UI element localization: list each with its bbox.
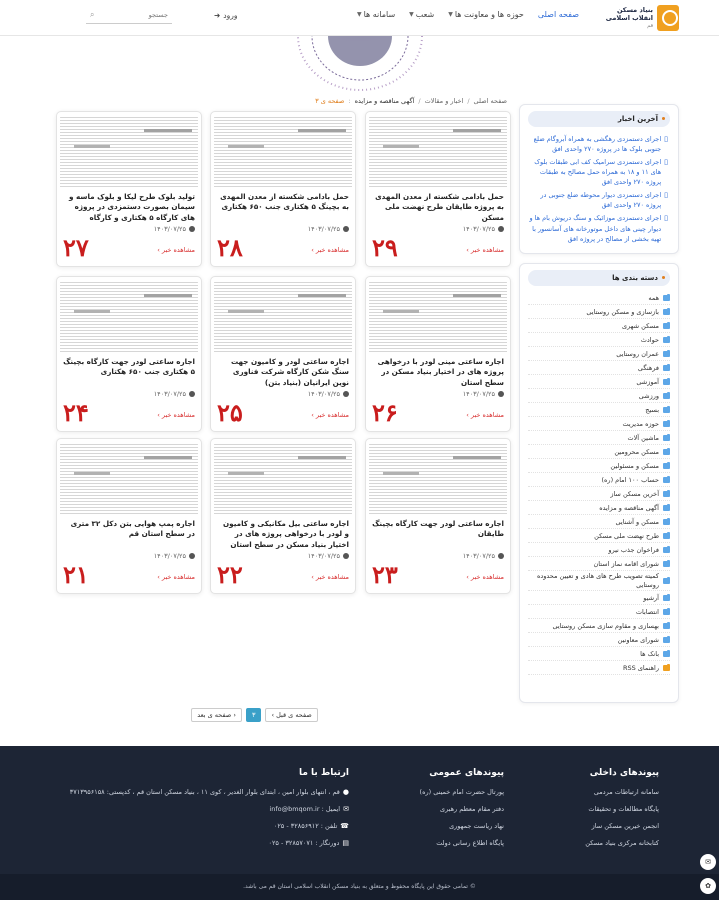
nav-systems[interactable]: سامانه ها ▼ xyxy=(356,10,396,19)
logo-emblem-icon xyxy=(657,5,679,31)
folder-icon xyxy=(663,393,670,399)
breadcrumb-home[interactable]: صفحه اصلی xyxy=(473,97,507,105)
news-date: ۱۴۰۳/۰۷/۲۵ xyxy=(366,550,510,562)
document-icon: ▯ xyxy=(664,191,668,200)
categories-box xyxy=(519,263,679,703)
folder-icon xyxy=(663,477,670,483)
footer-link[interactable]: انجمن خیرین مسکن ساز xyxy=(591,822,659,830)
logo-name: بنیاد مسکن xyxy=(616,6,653,15)
folder-icon xyxy=(663,651,670,657)
site-footer xyxy=(0,746,719,900)
footer-address: ● قم ، انتهای بلوار امین ، ابتدای بلوار الغدیر ، کوی ۱۱ ، بنیاد مسکن استان قم ، کدپستی: ۳۷۱۳۹۵۶۱۵۸ xyxy=(69,788,349,796)
folder-icon xyxy=(663,407,670,413)
clock-icon xyxy=(189,391,195,397)
logo-line2: انقلاب اسلامی xyxy=(605,14,653,22)
category-item[interactable]: مسکن شهری xyxy=(528,319,670,333)
news-number: ۲۷ xyxy=(63,233,89,262)
category-item[interactable]: آگهی مناقصه و مزایده xyxy=(528,501,670,515)
news-number: ۲۴ xyxy=(63,398,89,427)
news-number: ۲۳ xyxy=(372,560,398,589)
category-item[interactable]: انتصابات xyxy=(528,605,670,619)
folder-icon xyxy=(663,309,670,315)
folder-icon xyxy=(663,637,670,643)
news-number: ۲۲ xyxy=(217,560,243,589)
footer-link[interactable]: پایگاه اطلاع رسانی دولت xyxy=(436,839,504,847)
news-title[interactable]: تولید بلوک طرح لیکا و بلوک ماسه و سیمان بصورت دستمزدی در پروژه های کارگاه ۵ هکتاری و کارگاه xyxy=(69,192,195,222)
category-item[interactable]: طرح نهضت ملی مسکن xyxy=(528,529,670,543)
search-icon[interactable]: ⌕ xyxy=(90,10,95,19)
news-title[interactable]: اجاره پمپ هوایی بتن دکل ۳۲ متری در سطح استان قم xyxy=(70,519,195,539)
view-news-link[interactable]: مشاهده خبر › xyxy=(311,411,349,419)
news-number: ۲۶ xyxy=(372,398,398,427)
news-number: ۲۵ xyxy=(217,398,243,427)
footer-contact-title: ارتباط با ما xyxy=(298,768,349,778)
chevron-down-icon: ▼ xyxy=(448,11,453,18)
folder-icon xyxy=(663,337,670,343)
category-item[interactable]: آخرین مسکن ساز xyxy=(528,487,670,501)
nav-departments[interactable]: حوزه ها و معاونت ها ▼ xyxy=(448,10,524,19)
folder-icon xyxy=(663,379,670,385)
footer-link[interactable]: سامانه ارتباطات مردمی xyxy=(593,788,659,796)
news-card[interactable] xyxy=(56,111,202,267)
footer-internal-title: پیوندهای داخلی xyxy=(589,768,659,778)
news-date: ۱۴۰۳/۰۷/۲۵ xyxy=(211,550,355,562)
clock-icon xyxy=(189,226,195,232)
footer-internal-links xyxy=(509,768,659,856)
folder-icon xyxy=(663,351,670,357)
clock-icon xyxy=(343,553,349,559)
category-item[interactable]: کمیته تصویب طرح های هادی و تعیین محدوده روستایی xyxy=(528,571,670,591)
category-item[interactable]: حوزه مدیریت xyxy=(528,417,670,431)
phone-icon: ☎ xyxy=(340,822,349,830)
latest-news-item[interactable]: ▯ اجرای دستمزدی دیوار محوطه ضلع جنوبی در پروژه ۲۷۰ واحدی افق xyxy=(540,191,668,210)
rss-icon xyxy=(663,665,670,671)
copyright-bar: © تمامی حقوق این پایگاه محفوظ و متعلق به بنیاد مسکن انقلاب اسلامی استان قم می باشد. xyxy=(0,874,719,900)
logo-sub: قم xyxy=(647,22,653,29)
news-card[interactable] xyxy=(210,438,356,594)
folder-icon xyxy=(663,595,670,601)
news-thumbnail[interactable] xyxy=(60,442,198,516)
clock-icon xyxy=(189,553,195,559)
folder-icon xyxy=(663,623,670,629)
footer-link[interactable]: کتابخانه مرکزی بنیاد مسکن xyxy=(585,839,659,847)
category-item[interactable]: همه xyxy=(528,291,670,305)
news-number: ۲۸ xyxy=(217,233,243,262)
news-thumbnail[interactable] xyxy=(369,442,507,516)
news-title[interactable]: اجاره ساعتی بیل مکانیکی و کامیون و لودر با درخواهی پروژه های در اختیار بنیاد مسکن در سطح استان xyxy=(223,519,349,549)
news-thumbnail[interactable] xyxy=(214,442,352,516)
folder-icon xyxy=(663,435,670,441)
footer-link[interactable]: پایگاه مطالعات و تحقیقات xyxy=(588,805,659,813)
prev-page-button[interactable]: صفحه ی قبل › xyxy=(265,708,317,722)
news-date: ۱۴۰۳/۰۷/۲۵ xyxy=(57,223,201,235)
news-thumbnail[interactable] xyxy=(214,115,352,189)
category-item[interactable]: بسیج xyxy=(528,403,670,417)
news-title[interactable]: اجاره ساعتی مینی لودر با درخواهی پروژه های در اختیار بنیاد مسکن در سطح استان xyxy=(377,357,504,387)
category-item[interactable]: ورزشی xyxy=(528,389,670,403)
category-item[interactable]: عمران روستایی xyxy=(528,347,670,361)
pagination xyxy=(0,708,719,722)
footer-email[interactable]: ✉ ایمیل : info@bmqom.ir xyxy=(269,805,349,813)
category-item[interactable]: مسکن و مسئولین xyxy=(528,459,670,473)
news-thumbnail[interactable] xyxy=(60,115,198,189)
news-title[interactable]: اجاره ساعتی لودر و کامیون جهت سنگ شکن کارگاه شرکت فناوری نوین ایرانیان (بنیاد بتن) xyxy=(230,357,349,387)
clock-icon xyxy=(343,391,349,397)
folder-icon xyxy=(663,561,670,567)
folder-icon xyxy=(663,609,670,615)
document-icon: ▯ xyxy=(664,158,668,167)
latest-news-item[interactable]: ▯ اجرای دستمزدی رهگشی به همراه آبروگام ضلع جنوبی بلوک ها در پروژه ۲۷۰ واحدی افق xyxy=(533,135,668,154)
category-item[interactable]: بهسازی و مقاوم سازی مسکن روستایی xyxy=(528,619,670,633)
news-number: ۲۱ xyxy=(63,560,89,589)
news-card[interactable] xyxy=(365,276,511,432)
category-item[interactable]: بانک ها xyxy=(528,647,670,661)
folder-icon xyxy=(663,505,670,511)
chevron-down-icon: ▼ xyxy=(356,11,362,18)
document-icon: ▯ xyxy=(664,214,668,223)
news-thumbnail[interactable] xyxy=(214,280,352,354)
folder-icon xyxy=(663,421,670,427)
folder-icon xyxy=(663,547,670,553)
folder-icon xyxy=(663,519,670,525)
category-item[interactable]: ماشین آلات xyxy=(528,431,670,445)
news-card[interactable] xyxy=(56,276,202,432)
news-date: ۱۴۰۳/۰۷/۲۵ xyxy=(211,388,355,400)
footer-link[interactable]: پورتال حضرت امام خمینی (ره) xyxy=(419,788,504,796)
next-page-button[interactable]: ‹ صفحه ی بعد xyxy=(191,708,242,722)
categories-title: دسته بندی ها xyxy=(528,270,670,286)
news-date: ۱۴۰۳/۰۷/۲۵ xyxy=(211,223,355,235)
footer-public-title: پیوندهای عمومی xyxy=(429,768,504,778)
view-news-link[interactable]: مشاهده خبر › xyxy=(157,573,195,581)
location-icon: ● xyxy=(342,788,349,796)
footer-link[interactable]: دفتر مقام معظم رهبری xyxy=(439,805,504,813)
folder-icon xyxy=(663,365,670,371)
news-number: ۲۹ xyxy=(372,233,398,262)
folder-icon xyxy=(663,449,670,455)
breadcrumb-page: صفحه ی ۳ xyxy=(315,97,345,105)
category-item[interactable]: راهنمای RSS xyxy=(528,661,670,675)
category-item[interactable]: آرشیو xyxy=(528,591,670,605)
news-title[interactable]: حمل بادامی شکسته از معدن المهدی به پروژه طایقان طرح نهضت ملی مسکن xyxy=(375,192,504,222)
category-item[interactable]: بازسازی و مسکن روستایی xyxy=(528,305,670,319)
view-news-link[interactable]: مشاهده خبر › xyxy=(157,246,195,254)
email-icon: ✉ xyxy=(343,805,349,813)
category-item[interactable]: شورای اقامه نماز استان xyxy=(528,557,670,571)
category-item[interactable]: آموزشی xyxy=(528,375,670,389)
news-title[interactable]: اجاره ساعتی لودر جهت کارگاه بچینگ طایقان xyxy=(372,519,504,539)
chevron-down-icon: ▼ xyxy=(409,11,414,18)
document-icon: ▯ xyxy=(664,135,668,143)
breadcrumb-section[interactable]: اخبار و مقالات xyxy=(424,97,464,105)
news-card[interactable] xyxy=(365,111,511,267)
latest-news-item[interactable]: ▯ اجرای دستمزدی سرامیک کف ابی طبقات بلوک های ۱۱ و ۱۸ به همراه حمل مصالح به طبقات پروژه ۲۷۰ واحدی افق xyxy=(534,158,668,187)
main-nav xyxy=(357,10,579,19)
fax-icon: ▤ xyxy=(342,839,349,847)
view-news-link[interactable]: مشاهده خبر › xyxy=(311,246,349,254)
folder-icon xyxy=(663,323,670,329)
site-logo[interactable] xyxy=(589,4,679,32)
category-item[interactable]: حوادث xyxy=(528,333,670,347)
folder-icon xyxy=(663,533,670,539)
news-date: ۱۴۰۳/۰۷/۲۵ xyxy=(57,550,201,562)
news-title[interactable]: اجاره ساعتی لودر جهت کارگاه بچینگ ۵ هکتاری جنب ۶۵۰ هکتاری xyxy=(63,357,195,377)
clock-icon xyxy=(498,553,504,559)
category-item[interactable]: فراخوان جذب نیرو xyxy=(528,543,670,557)
site-header xyxy=(0,0,719,36)
folder-icon xyxy=(663,491,670,497)
decorative-banner xyxy=(0,36,719,96)
breadcrumb: صفحه اصلی / اخبار و مقالات / آگهی مناقصه و مزایده : صفحه ی ۳ xyxy=(315,97,507,105)
current-page[interactable]: ۳ xyxy=(246,708,262,722)
chat-icon[interactable]: ✉ xyxy=(700,854,716,870)
news-date: ۱۴۰۳/۰۷/۲۵ xyxy=(57,388,201,400)
login-icon: ➜ xyxy=(214,11,221,20)
latest-news-item[interactable]: ▯ اجرای دستمزدی موزائیک و سنگ دریوش بام ها و دیوار چینی های داخل موتورخانه های آسانسور با تهیه بخشی از مصالح در پروژه افق xyxy=(529,214,668,243)
news-card[interactable] xyxy=(210,111,356,267)
news-title[interactable]: حمل بادامی شکسته از معدن المهدی به بچینگ ۵ هکتاری جنب ۶۵۰ هکتاری xyxy=(220,192,349,212)
category-item[interactable]: فرهنگی xyxy=(528,361,670,375)
clock-icon xyxy=(343,226,349,232)
news-thumbnail[interactable] xyxy=(369,280,507,354)
latest-news-title: آخرین اخبار xyxy=(528,111,670,127)
news-card[interactable] xyxy=(56,438,202,594)
clock-icon xyxy=(498,226,504,232)
news-thumbnail[interactable] xyxy=(369,115,507,189)
news-thumbnail[interactable] xyxy=(60,280,198,354)
nav-branches[interactable]: شعب ▼ xyxy=(409,10,435,19)
category-item[interactable]: مسکن محرومین xyxy=(528,445,670,459)
news-date: ۱۴۰۳/۰۷/۲۵ xyxy=(366,388,510,400)
login-link[interactable]: ورود ➜ xyxy=(214,11,238,20)
category-item[interactable]: حساب ۱۰۰ امام (ره) xyxy=(528,473,670,487)
footer-link[interactable]: نهاد ریاست جمهوری xyxy=(449,822,504,830)
search-box xyxy=(86,6,172,24)
view-news-link[interactable]: مشاهده خبر › xyxy=(311,573,349,581)
breadcrumb-current[interactable]: آگهی مناقصه و مزایده xyxy=(354,97,415,105)
latest-news-box xyxy=(519,104,679,254)
folder-icon xyxy=(663,463,670,469)
news-date: ۱۴۰۳/۰۷/۲۵ xyxy=(366,223,510,235)
footer-contact xyxy=(59,768,349,856)
news-card[interactable] xyxy=(365,438,511,594)
view-news-link[interactable]: مشاهده خبر › xyxy=(466,246,504,254)
category-item[interactable]: مسکن و آشنایی xyxy=(528,515,670,529)
folder-icon xyxy=(663,578,670,584)
nav-home[interactable]: صفحه اصلی xyxy=(537,10,579,19)
footer-fax: ▤ دورنگار : ۳۲۸۵۷۰۷۱ - ۰۲۵ xyxy=(268,839,349,847)
footer-public-links xyxy=(354,768,504,856)
view-news-link[interactable]: مشاهده خبر › xyxy=(466,573,504,581)
accessibility-icon[interactable]: ✿ xyxy=(700,878,716,894)
view-news-link[interactable]: مشاهده خبر › xyxy=(466,411,504,419)
view-news-link[interactable]: مشاهده خبر › xyxy=(157,411,195,419)
category-item[interactable]: شورای معاونین xyxy=(528,633,670,647)
search-input[interactable] xyxy=(86,6,172,23)
news-card[interactable] xyxy=(210,276,356,432)
folder-icon xyxy=(663,295,670,301)
footer-phone: ☎ تلفن : ۳۲۸۵۶۹۱۲ - ۰۲۵ xyxy=(273,822,349,830)
clock-icon xyxy=(498,391,504,397)
